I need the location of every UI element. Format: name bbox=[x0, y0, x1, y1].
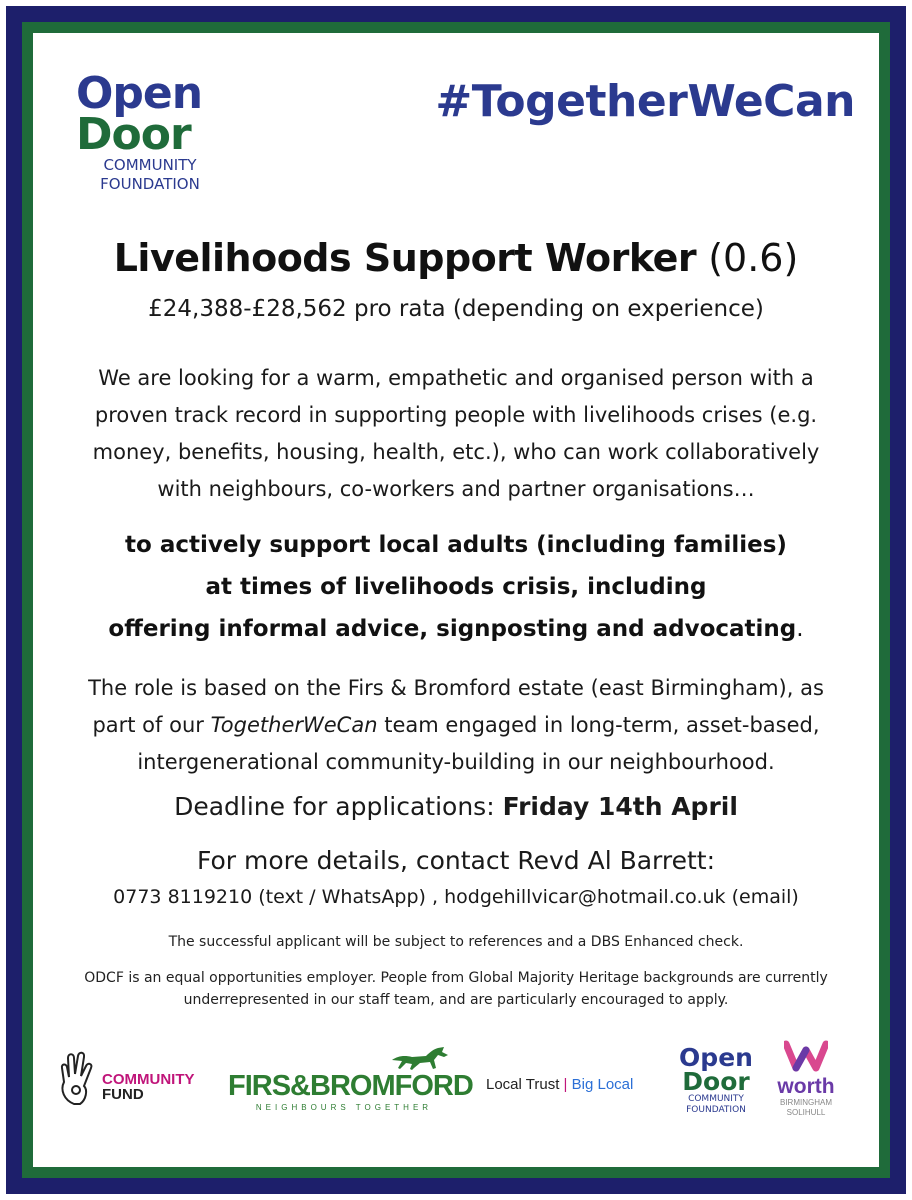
contact-heading: For more details, contact Revd Al Barrett: bbox=[196, 846, 716, 875]
logo-community: COMMUNITY bbox=[103, 156, 197, 174]
firs-bromford-tagline: NEIGHBOURS TOGETHER bbox=[255, 1103, 433, 1112]
deadline-date: Friday 14th April bbox=[502, 792, 738, 821]
community-fund-text bbox=[102, 1072, 195, 1102]
odcf-footer-logo bbox=[666, 1043, 766, 1116]
salary-line: £24,388-£28,562 pro rata (depending on experience) bbox=[148, 296, 764, 322]
logo-foundation: FOUNDATION bbox=[100, 175, 200, 193]
job-fte: (0.6) bbox=[708, 236, 799, 280]
local-trust-separator: | bbox=[563, 1076, 568, 1093]
mission-statement bbox=[60, 524, 852, 650]
odcf-footer-door: Door bbox=[682, 1067, 750, 1096]
horse-icon bbox=[390, 1046, 450, 1072]
role-paragraph bbox=[70, 670, 842, 781]
role-text-after: team engaged in long-term, asset-based, intergenerational community-building in our neighbourhood. bbox=[137, 713, 820, 774]
local-trust-text: Local Trust bbox=[486, 1076, 560, 1093]
worth-text: worth bbox=[777, 1075, 835, 1098]
community-fund-line2: FUND bbox=[102, 1086, 144, 1103]
role-text-emphasis: TogetherWeCan bbox=[210, 713, 378, 737]
big-local-text: Big Local bbox=[571, 1076, 634, 1093]
job-title-text: Livelihoods Support Worker bbox=[113, 236, 697, 280]
job-title bbox=[40, 236, 872, 280]
dbs-note: The successful applicant will be subject to references and a DBS Enhanced check. bbox=[168, 934, 744, 950]
mission-line-3 bbox=[60, 608, 852, 650]
worth-w-icon bbox=[784, 1040, 828, 1072]
logo-word-open: Open bbox=[76, 68, 203, 119]
firs-bromford-text: FIRS&BROMFORD bbox=[228, 1070, 473, 1102]
equal-opportunities-note: ODCF is an equal opportunities employer. People from Global Majority Heritage backgrounds are currently underrepresented in our staff team, and are particularly encouraged to apply. bbox=[84, 970, 828, 1008]
contact-details: 0773 8119210 (text / WhatsApp) , hodgehillvicar@hotmail.co.uk (email) bbox=[113, 886, 799, 908]
intro-paragraph: We are looking for a warm, empathetic and organised person with a proven track record in supporting people with livelihoods crises (e.g. money, benefits, housing, health, etc.), who can work collaboratively with neighbours, co-workers and partner organisations… bbox=[92, 366, 820, 501]
mission-line-2: at times of livelihoods crisis, including bbox=[205, 574, 707, 600]
logo-word-door: Door bbox=[76, 109, 191, 160]
local-trust-logo bbox=[486, 1076, 646, 1093]
firs-bromford-logo bbox=[224, 1046, 473, 1112]
deadline-line bbox=[40, 792, 872, 821]
odcf-footer-community: COMMUNITY bbox=[688, 1094, 744, 1104]
mission-line-1: to actively support local adults (including families) bbox=[125, 532, 787, 558]
mission-period: . bbox=[796, 616, 804, 642]
partner-logos bbox=[0, 1040, 912, 1130]
community-fund-logo bbox=[56, 1050, 206, 1106]
mission-line-3-text: offering informal advice, signposting and advocating bbox=[108, 616, 797, 642]
community-fund-line1: COMMUNITY bbox=[102, 1071, 195, 1088]
odcf-footer-open: Open bbox=[679, 1043, 753, 1072]
worth-sub-2: SOLIHULL bbox=[786, 1108, 826, 1117]
crossed-fingers-icon bbox=[56, 1050, 102, 1106]
deadline-label: Deadline for applications: bbox=[174, 792, 503, 821]
hashtag-heading: #TogetherWeCan bbox=[435, 76, 855, 127]
odcf-footer-foundation: FOUNDATION bbox=[686, 1105, 746, 1115]
open-door-logo bbox=[76, 68, 216, 194]
role-text-before: The role is based on the Firs & Bromford estate (east Birmingham), as part of our bbox=[88, 676, 824, 737]
worth-sub-1: BIRMINGHAM bbox=[780, 1098, 832, 1107]
worth-logo bbox=[768, 1040, 844, 1118]
